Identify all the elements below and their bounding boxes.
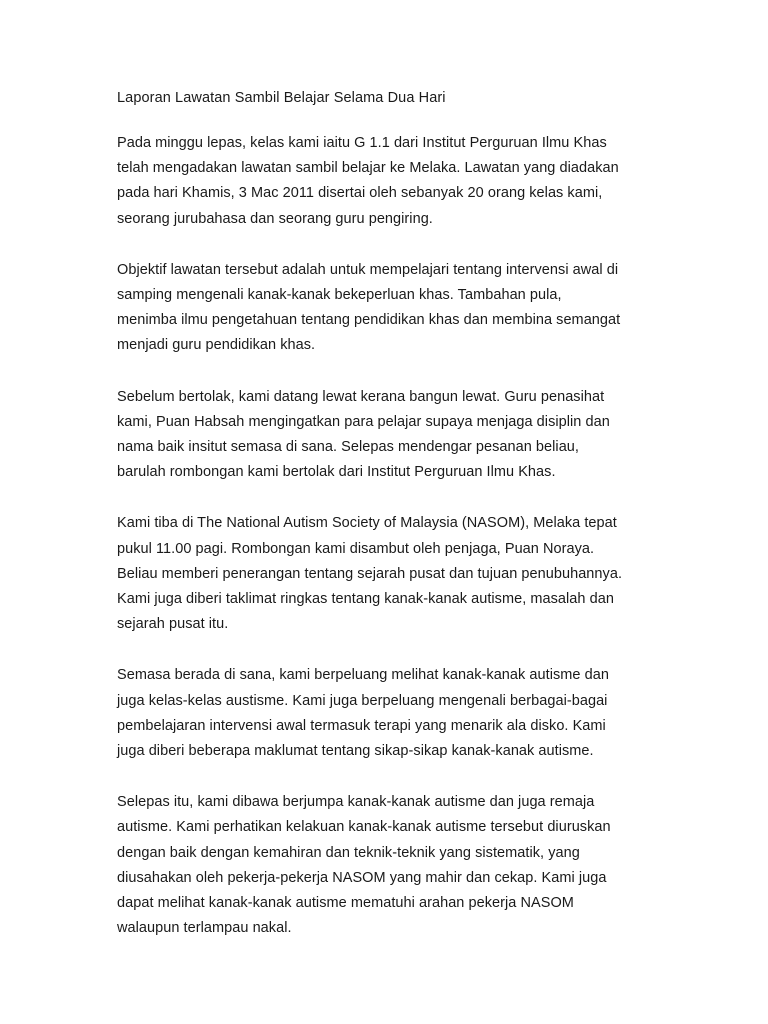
paragraph-line: autisme. Kami perhatikan kelakuan kanak-kanak autisme tersebut diuruskan	[117, 819, 611, 836]
paragraph-line: Beliau memberi penerangan tentang sejarah pusat dan tujuan penubuhannya.	[117, 565, 623, 582]
paragraph-1	[117, 131, 677, 232]
paragraph-4	[117, 511, 677, 637]
paragraph-line: menjadi guru pendidikan khas.	[117, 337, 316, 354]
paragraph-line: nama baik insitut semasa di sana. Selepas mendengar pesanan beliau,	[117, 439, 580, 456]
paragraph-line: Objektif lawatan tersebut adalah untuk mempelajari tentang intervensi awal di	[117, 261, 619, 278]
paragraph-3	[117, 385, 677, 486]
paragraph-2	[117, 258, 677, 359]
paragraph-line: Selepas itu, kami dibawa berjumpa kanak-kanak autisme dan juga remaja	[117, 794, 595, 811]
paragraph-line: diusahakan oleh pekerja-pekerja NASOM yang mahir dan cekap. Kami juga	[117, 869, 607, 886]
document-page	[117, 86, 677, 967]
paragraph-line: sejarah pusat itu.	[117, 616, 229, 633]
paragraph-line: telah mengadakan lawatan sambil belajar ke Melaka. Lawatan yang diadakan	[117, 160, 619, 177]
paragraph-line: kami, Puan Habsah mengingatkan para pelajar supaya menjaga disiplin dan	[117, 413, 610, 430]
paragraph-line: seorang jurubahasa dan seorang guru pengiring.	[117, 210, 433, 227]
paragraph-line: dengan baik dengan kemahiran dan teknik-teknik yang sistematik, yang	[117, 844, 580, 861]
paragraph-line: Kami tiba di The National Autism Society of Malaysia (NASOM), Melaka tepat	[117, 515, 617, 532]
paragraph-line: juga kelas-kelas austisme. Kami juga berpeluang mengenali berbagai-bagai	[117, 692, 608, 709]
paragraph-5	[117, 663, 677, 764]
paragraph-line: walaupun terlampau nakal.	[117, 920, 292, 937]
paragraph-line: juga diberi beberapa maklumat tentang sikap-sikap kanak-kanak autisme.	[117, 743, 594, 760]
paragraph-line: Sebelum bertolak, kami datang lewat kerana bangun lewat. Guru penasihat	[117, 388, 605, 405]
paragraph-line: Semasa berada di sana, kami berpeluang melihat kanak-kanak autisme dan	[117, 667, 609, 684]
document-title: Laporan Lawatan Sambil Belajar Selama Dua Hari	[117, 90, 446, 106]
paragraph-6	[117, 790, 677, 941]
paragraph-line: menimba ilmu pengetahuan tentang pendidikan khas dan membina semangat	[117, 312, 621, 329]
paragraph-line: pada hari Khamis, 3 Mac 2011 disertai oleh sebanyak 20 orang kelas kami,	[117, 185, 603, 202]
paragraph-line: dapat melihat kanak-kanak autisme mematuhi arahan pekerja NASOM	[117, 895, 574, 912]
paragraph-line: Kami juga diberi taklimat ringkas tentang kanak-kanak autisme, masalah dan	[117, 591, 614, 608]
paragraph-line: samping mengenali kanak-kanak bekeperluan khas. Tambahan pula,	[117, 287, 562, 304]
paragraph-line: pembelajaran intervensi awal termasuk terapi yang menarik ala disko. Kami	[117, 717, 606, 734]
paragraph-line: Pada minggu lepas, kelas kami iaitu G 1.1 dari Institut Perguruan Ilmu Khas	[117, 135, 607, 151]
paragraph-line: pukul 11.00 pagi. Rombongan kami disambut oleh penjaga, Puan Noraya.	[117, 540, 595, 557]
paragraph-line: barulah rombongan kami bertolak dari Institut Perguruan Ilmu Khas.	[117, 464, 556, 481]
